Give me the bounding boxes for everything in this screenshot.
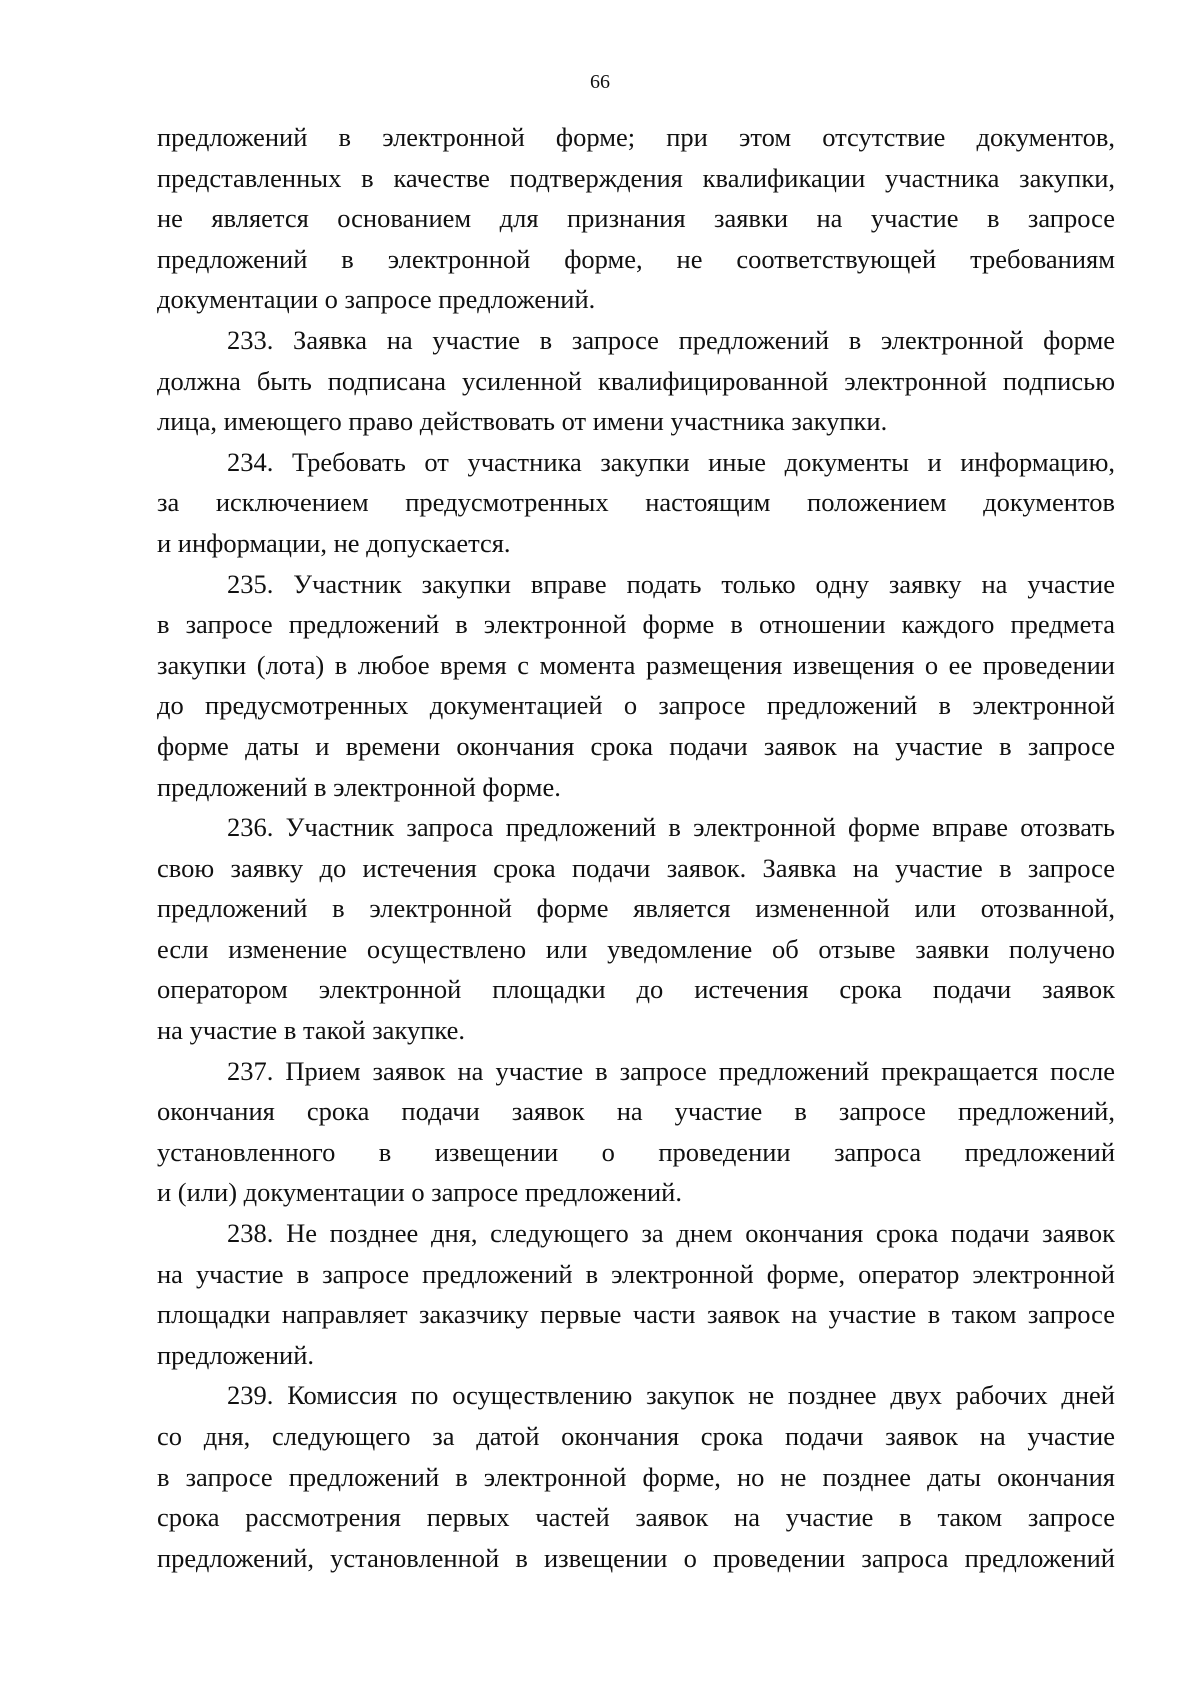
text-line: 236. Участник запроса предложений в электронной форме вправе отозвать	[227, 812, 1115, 843]
paragraph-233	[157, 320, 1115, 442]
text-line: форме даты и времени окончания срока подачи заявок на участие в запросе	[157, 730, 1115, 761]
text-line: предложений в электронной форме является измененной или отозванной,	[157, 893, 1115, 924]
text-line: документации о запросе предложений.	[157, 284, 596, 315]
text-line: предложений в электронной форме.	[157, 771, 561, 802]
text-line: 238. Не позднее дня, следующего за днем окончания срока подачи заявок	[227, 1218, 1115, 1249]
text-line: представленных в качестве подтверждения квалификации участника закупки,	[157, 162, 1115, 193]
text-line: и информации, не допускается.	[157, 527, 511, 558]
text-line: в запросе предложений в электронной форме в отношении каждого предмета	[157, 609, 1115, 640]
text-line: если изменение осуществлено или уведомление об отзыве заявки получено	[157, 933, 1115, 964]
paragraph-236	[157, 807, 1115, 1051]
text-line: свою заявку до истечения срока подачи заявок. Заявка на участие в запросе	[157, 852, 1115, 883]
text-line: на участие в такой закупке.	[157, 1015, 465, 1046]
text-line: должна быть подписана усиленной квалифицированной электронной подписью	[157, 365, 1115, 396]
paragraph-continuation	[157, 117, 1115, 320]
page-number: 66	[590, 71, 610, 93]
text-line: предложений в электронной форме, не соответствующей требованиям	[157, 243, 1115, 274]
document-body	[157, 117, 1115, 1578]
text-line: и (или) документации о запросе предложений.	[157, 1177, 682, 1208]
text-line: не является основанием для признания заявки на участие в запросе	[157, 203, 1115, 234]
text-line: 237. Прием заявок на участие в запросе предложений прекращается после	[227, 1055, 1115, 1086]
text-line: установленного в извещении о проведении запроса предложений	[157, 1136, 1115, 1167]
paragraph-235	[157, 564, 1115, 808]
text-line: площадки направляет заказчику первые части заявок на участие в таком запросе	[157, 1299, 1115, 1330]
paragraph-238	[157, 1213, 1115, 1375]
text-line: оператором электронной площадки до истечения срока подачи заявок	[157, 974, 1115, 1005]
text-line: в запросе предложений в электронной форме, но не позднее даты окончания	[157, 1461, 1115, 1492]
text-line: предложений.	[157, 1339, 315, 1370]
text-line: лица, имеющего право действовать от имени участника закупки.	[157, 406, 888, 437]
paragraph-239	[157, 1375, 1115, 1578]
text-line: 234. Требовать от участника закупки иные документы и информацию,	[227, 446, 1115, 477]
paragraph-234	[157, 442, 1115, 564]
text-line: 235. Участник закупки вправе подать только одну заявку на участие	[227, 568, 1115, 599]
text-line: окончания срока подачи заявок на участие в запросе предложений,	[157, 1096, 1115, 1127]
paragraph-237	[157, 1051, 1115, 1213]
text-line: предложений, установленной в извещении о проведении запроса предложений	[157, 1542, 1115, 1573]
text-line: срока рассмотрения первых частей заявок на участие в таком запросе	[157, 1502, 1115, 1533]
text-line: со дня, следующего за датой окончания срока подачи заявок на участие	[157, 1421, 1115, 1451]
text-line: до предусмотренных документацией о запросе предложений в электронной	[157, 690, 1115, 721]
text-line: предложений в электронной форме; при этом отсутствие документов,	[157, 122, 1115, 152]
text-line: закупки (лота) в любое время с момента размещения извещения о ее проведении	[157, 649, 1115, 680]
text-line: на участие в запросе предложений в электронной форме, оператор электронной	[157, 1258, 1115, 1289]
text-line: 239. Комиссия по осуществлению закупок не позднее двух рабочих дней	[227, 1380, 1115, 1411]
text-line: за исключением предусмотренных настоящим положением документов	[157, 487, 1115, 518]
text-line: 233. Заявка на участие в запросе предложений в электронной форме	[227, 324, 1115, 355]
